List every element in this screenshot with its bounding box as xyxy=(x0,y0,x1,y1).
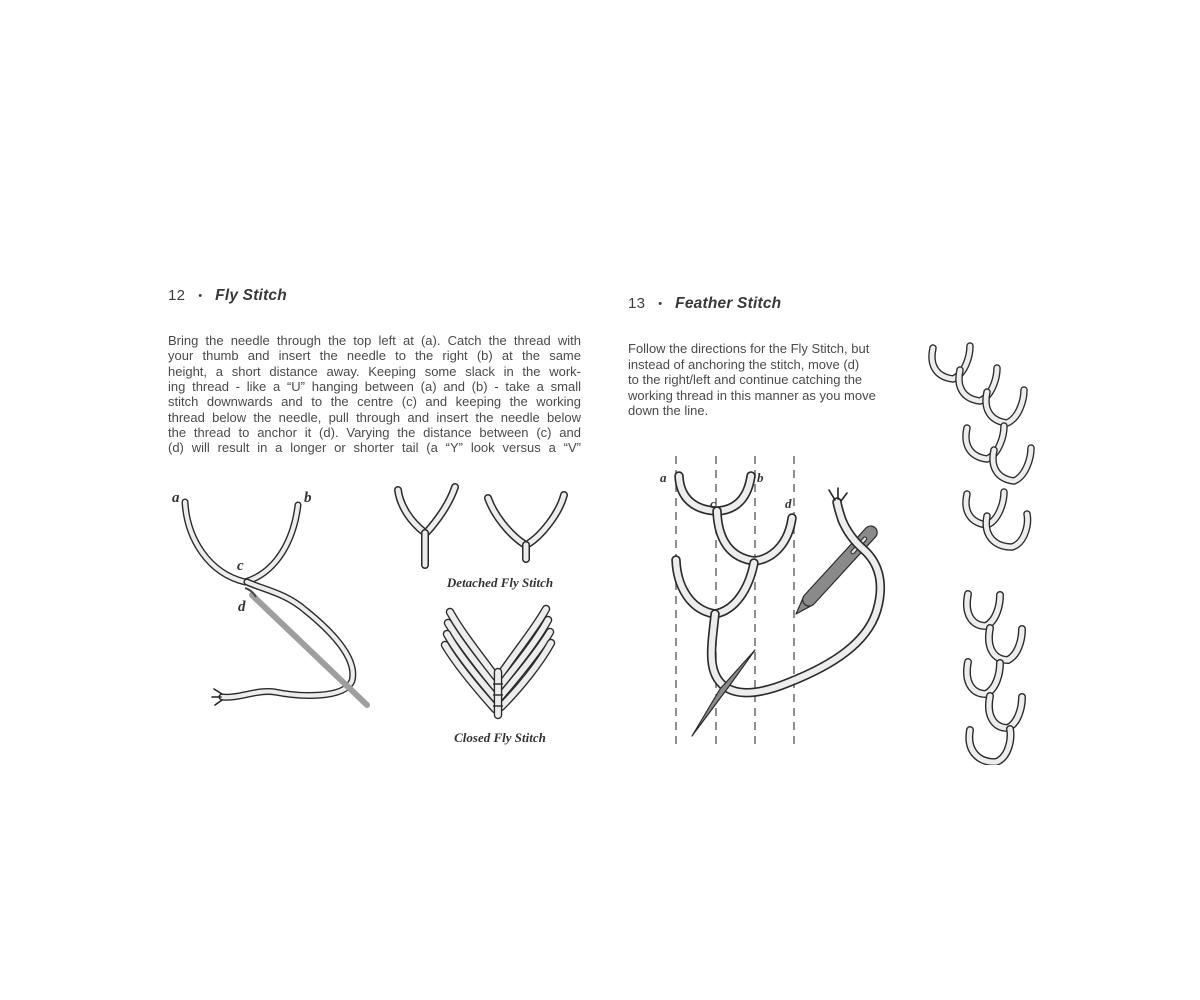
text-line: your thumb and insert the needle to the right (b) at the same xyxy=(168,348,581,364)
left-section-title: Fly Stitch xyxy=(215,287,287,304)
text-line: Follow the directions for the Fly Stitch, but xyxy=(628,341,870,356)
thread-frayed-end xyxy=(829,488,847,501)
feather-stitch-sample-vertical xyxy=(940,580,1065,765)
closed-fly-stitch-caption: Closed Fly Stitch xyxy=(454,730,546,745)
text-line: instead of anchoring the stitch, move (d) xyxy=(628,356,860,372)
label-c: c xyxy=(710,496,716,511)
detached-fly-stitch-diagram xyxy=(378,478,588,573)
detached-fly-stitch-caption: Detached Fly Stitch xyxy=(446,575,554,590)
text-line: the thread to anchor it (d). Varying the distance between (c) and xyxy=(168,425,581,441)
label-c: c xyxy=(237,558,244,574)
text-line: to the right/left and continue catching the xyxy=(628,372,863,388)
feather-stitch-instructions xyxy=(628,341,938,419)
left-page-heading xyxy=(168,287,287,305)
label-a: a xyxy=(660,470,667,485)
left-page-number: 12 xyxy=(168,287,186,304)
label-a: a xyxy=(172,490,180,506)
label-d: d xyxy=(238,599,246,615)
text-line: ing thread - like a “U” hanging between (a) and (b) - take a small xyxy=(168,379,581,395)
left-heading-bullet: • xyxy=(198,290,203,302)
closed-fly-stitch-diagram xyxy=(433,602,578,724)
text-line: stitch downwards and to the centre (c) and keeping the working xyxy=(168,394,581,410)
label-b: b xyxy=(304,490,312,506)
right-section-title: Feather Stitch xyxy=(675,295,782,312)
label-d: d xyxy=(785,496,792,511)
text-line: thread below the needle, pull through and insert the needle below xyxy=(168,409,581,425)
text-line: (d) will result in a longer or shorter tail (a “Y” look versus a “V” xyxy=(168,440,581,456)
text-line: working thread in this manner as you move xyxy=(628,387,876,403)
right-heading-bullet: • xyxy=(658,298,663,310)
right-page-number: 13 xyxy=(628,295,646,312)
threaded-needle xyxy=(791,523,880,618)
text-line: height, a short distance away. Keeping some slack in the work- xyxy=(168,363,581,379)
label-b: b xyxy=(757,470,764,485)
feather-stitch-sample-slanted xyxy=(915,332,1055,557)
fly-stitch-instructions xyxy=(168,333,581,456)
text-line: Bring the needle through the top left at (a). Catch the thread with xyxy=(168,333,581,348)
right-page-heading xyxy=(628,295,781,313)
thread-frayed-end xyxy=(212,689,222,705)
text-line: down the line. xyxy=(628,403,709,419)
feather-stitch-diagram xyxy=(648,448,903,763)
